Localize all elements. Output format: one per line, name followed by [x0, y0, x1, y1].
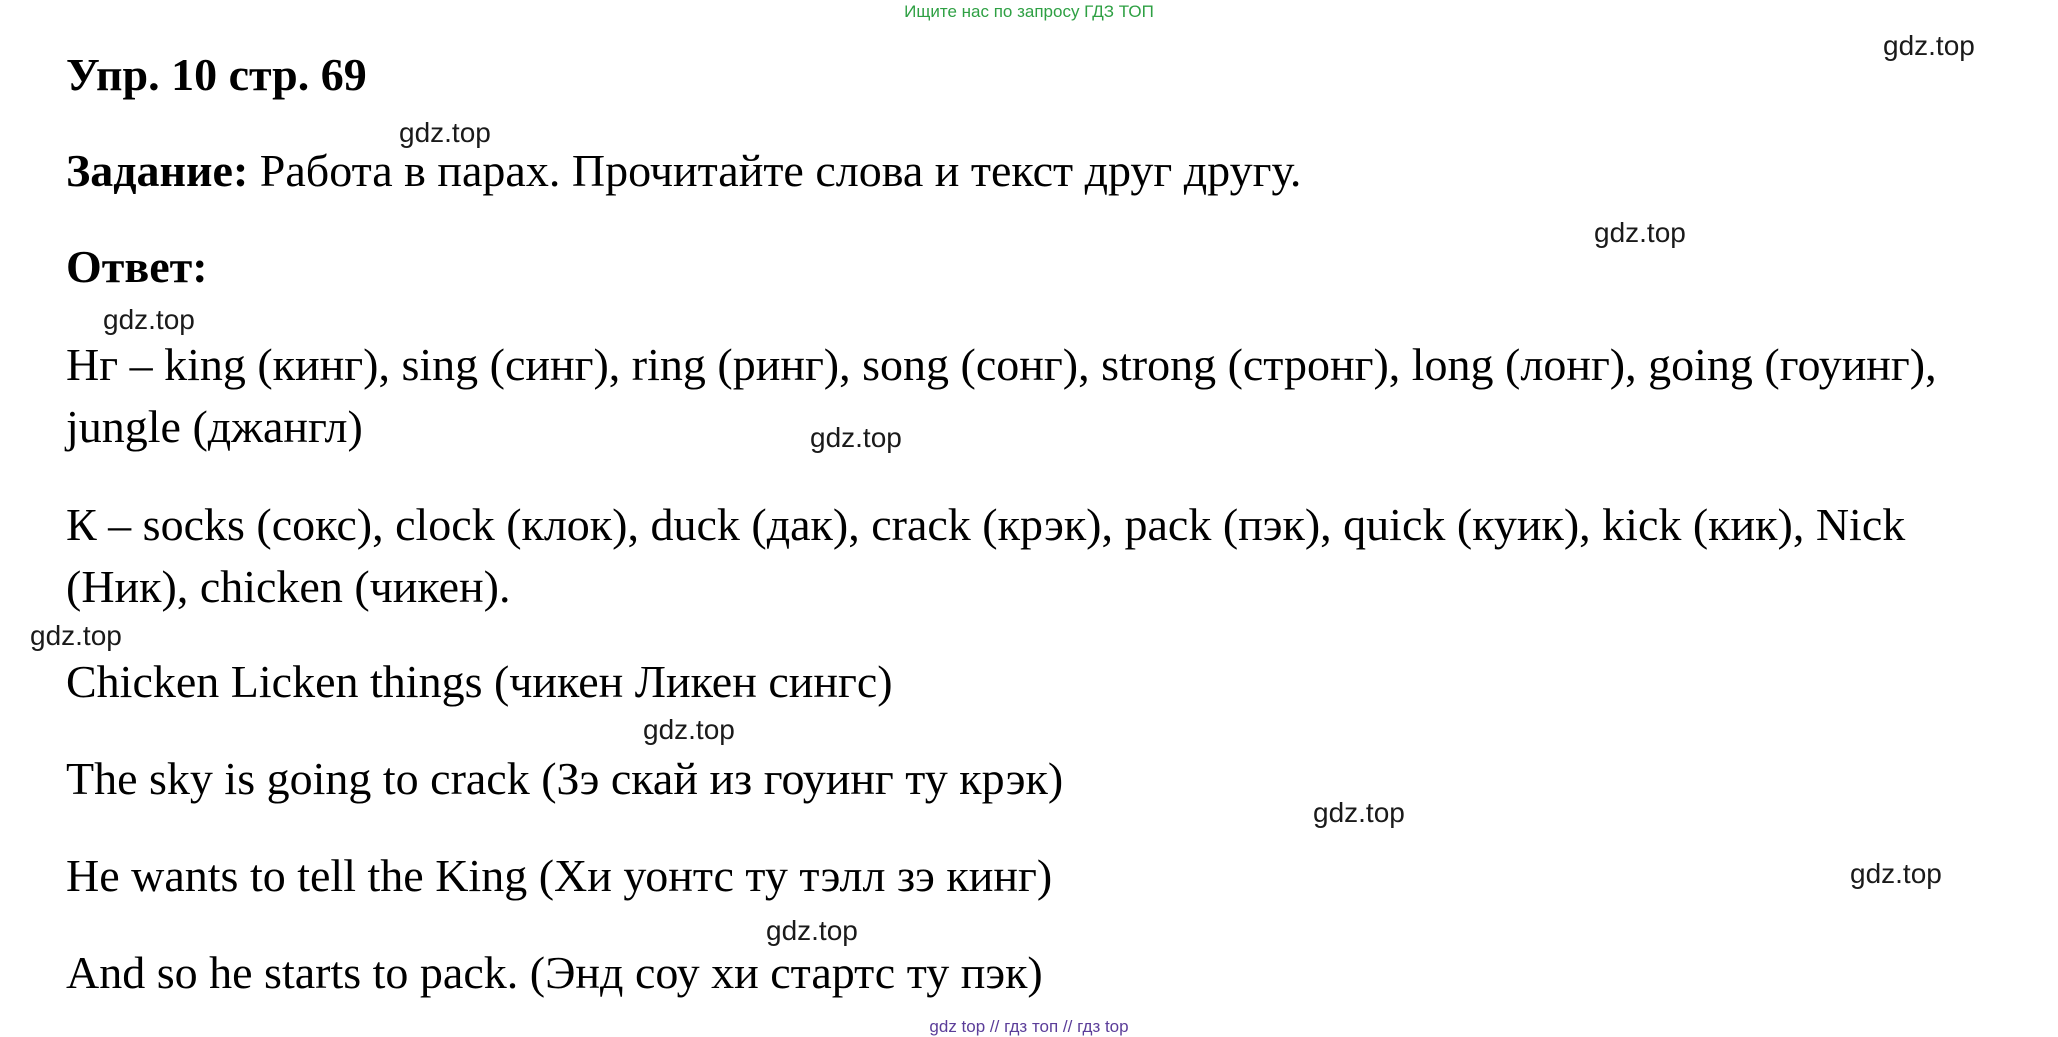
watermark: gdz.top	[399, 117, 491, 148]
exercise-heading: Упр. 10 стр. 69	[66, 49, 367, 100]
watermark: gdz.top	[643, 714, 735, 745]
poem-line: The sky is going to crack (Зэ скай из гоуинг ту крэк)	[66, 753, 1064, 804]
answer-paragraph-ng: Нг – king (кинг), sing (синг), ring (ринг), song (сонг), strong (стронг), long (лонг), going (гоуинг), jungle (джангл)	[66, 339, 1937, 452]
poem-line: And so he starts to pack. (Энд соу хи стартс ту пэк)	[66, 947, 1043, 998]
watermark: gdz.top	[1850, 858, 1942, 889]
watermark: gdz.top	[810, 422, 902, 453]
task-label: Задание:	[66, 145, 249, 196]
watermark: gdz.top	[1313, 797, 1405, 828]
poem-line: Chicken Licken things (чикен Ликен сингс)	[66, 656, 893, 707]
task-text: Работа в парах. Прочитайте слова и текст друг другу.	[248, 145, 1302, 196]
top-banner: Ищите нас по запросу ГДЗ ТОП	[904, 2, 1154, 21]
poem-line: He wants to tell the King (Хи уонтс ту тэлл зэ кинг)	[66, 850, 1053, 901]
answer-paragraph-k: К – socks (сокс), clock (клок), duck (дак), crack (крэк), pack (пэк), quick (куик), kick (кик), Nick (Ник), chicken (чикен).	[66, 499, 1906, 612]
watermark: gdz.top	[103, 304, 195, 335]
answer-label: Ответ:	[66, 241, 208, 292]
watermark: gdz.top	[30, 620, 122, 651]
watermark: gdz.top	[1883, 30, 1975, 61]
bottom-banner: gdz top // гдз топ // гдз top	[929, 1017, 1129, 1036]
watermark: gdz.top	[1594, 217, 1686, 248]
task-line	[66, 144, 1301, 197]
watermark: gdz.top	[766, 915, 858, 946]
